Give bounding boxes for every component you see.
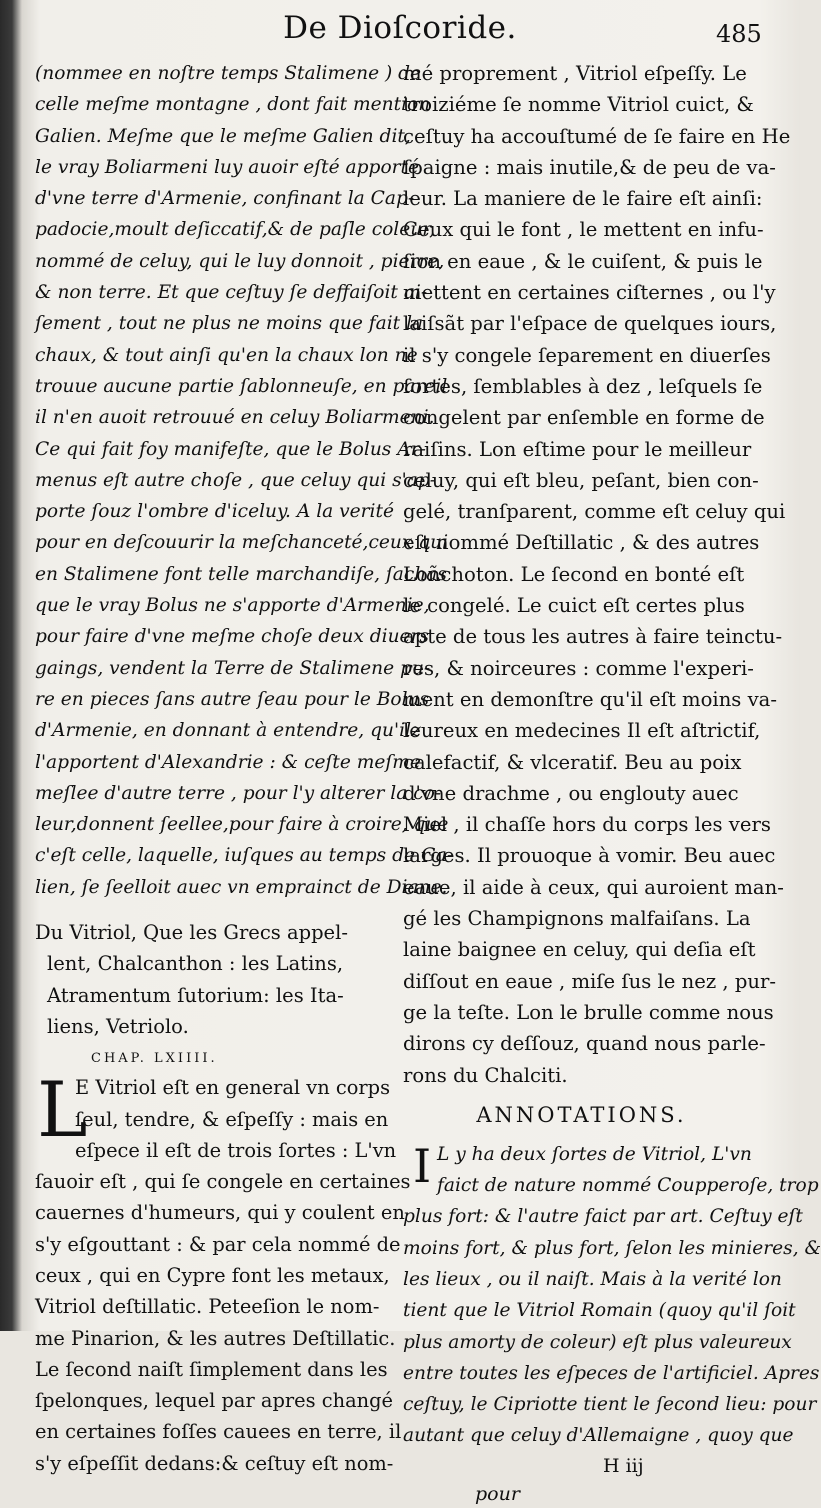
- text-line: troiziéme ſe nomme Vitriol cuict, &: [403, 93, 754, 117]
- page-number: 485: [716, 20, 762, 48]
- chapter-body: [35, 1065, 411, 1479]
- text-line: leureux en medecines Il eſt aſtrictif,: [403, 719, 761, 743]
- text-line: porte ſouz l'ombre d'iceluy. A la verité: [35, 501, 394, 523]
- text-line: pour en deſcouurir la meſchanceté,ceux qui: [35, 532, 449, 554]
- text-line: les lieux , ou il naiſt. Mais à la verité lon: [403, 1268, 782, 1290]
- text-line: Ce qui fait foy manifeſte, que le Bolus Ar-: [35, 438, 426, 460]
- text-line: ment en demonſtre qu'il eſt moins va-: [403, 687, 777, 711]
- annotations-body: [403, 1138, 821, 1452]
- text-line: meſlee d'autre terre , pour l'y alterer la co-: [35, 782, 442, 804]
- text-line: ceux , qui en Cypre font les metaux,: [35, 1263, 390, 1287]
- text-line: (nommee en noſtre temps Stalimene ) de: [35, 63, 422, 84]
- text-line: Miel , il chaſſe hors du corps les vers: [403, 813, 771, 837]
- text-line: ſement , tout ne plus ne moins que fait la: [35, 313, 424, 335]
- text-line: celuy, qui eſt bleu, peſant, bien con-: [403, 468, 759, 492]
- text-line: padocie,moult deſiccatif,& de paſle coleur,: [35, 219, 435, 241]
- signature-line: [403, 1452, 760, 1505]
- text-line: re en pieces ſans autre ſeau pour le Bolus: [35, 688, 430, 710]
- text-line: lien, ſe ſeelloit auec vn emprainct de Diane.: [35, 876, 448, 898]
- right-column: [403, 58, 821, 1505]
- text-line: ſion en eaue , & le cuiſent, & puis le: [403, 249, 763, 273]
- text-line: il s'y congele ſeparement en diuerſes: [403, 343, 771, 367]
- text-line: ſauoir eſt , qui ſe congele en certaines: [35, 1170, 411, 1194]
- chapter-heading: [35, 917, 380, 1042]
- text-line: ge la teſte. Lon le brulle comme nous: [403, 1000, 774, 1024]
- left-italic-continuation: [35, 58, 454, 903]
- text-line: d'vne drachme , ou englouty auec: [403, 781, 739, 805]
- text-line: gaings, vendent la Terre de Stalimene pu-: [35, 657, 431, 679]
- text-line: entre toutes les eſpeces de l'artificiel. Apres: [403, 1362, 820, 1384]
- catchword: pour: [475, 1482, 520, 1505]
- running-title: De Dioſcoride.: [283, 10, 517, 46]
- text-line: celle meſme montagne , dont fait mention: [35, 94, 431, 116]
- text-line: gé les Champignons malfaiſans. La: [403, 907, 751, 931]
- text-line: Lonchoton. Le ſecond en bonté eſt: [403, 562, 745, 586]
- right-body-continuation: [403, 58, 791, 1091]
- text-line: autant que celuy d'Allemaigne , quoy que: [403, 1425, 794, 1447]
- text-line: dirons cy deſſouz, quand nous parle-: [403, 1032, 766, 1056]
- signature-mark: H iij: [603, 1454, 644, 1477]
- text-line: ceſtuy, le Cipriotte tient le ſecond lieu: pour: [403, 1394, 817, 1416]
- heading-line: liens, Vetriolo.: [47, 1014, 189, 1038]
- text-line: pour faire d'vne meſme choſe deux diuers: [35, 626, 429, 648]
- text-line: apte de tous les autres à faire teinctu-: [403, 625, 783, 649]
- text-line: calefactif, & vlceratif. Beu au poix: [403, 750, 742, 774]
- text-line: raiſins. Lon eſtime pour le meilleur: [403, 437, 752, 461]
- text-line: congelent par enſemble en forme de: [403, 406, 765, 430]
- text-line: le vray Boliarmeni luy auoir eſté apporté: [35, 156, 420, 178]
- text-line: ſpelonques, lequel par apres changé: [35, 1389, 394, 1413]
- text-line: ſeul, tendre, & eſpeſſy : mais en: [75, 1107, 389, 1131]
- drop-cap-initial: I: [413, 1138, 432, 1193]
- text-line: le congelé. Le cuict eſt certes plus: [403, 594, 745, 618]
- text-line: leur. La maniere de le faire eſt ainſi:: [403, 187, 763, 211]
- text-line: ceſtuy ha accouſtumé de ſe faire en He: [403, 124, 791, 148]
- text-line: s'y eſgouttant : & par cela nommé de: [35, 1232, 401, 1256]
- text-line: Le ſecond naiſt ſimplement dans les: [35, 1357, 388, 1381]
- text-line: l'apportent d'Alexandrie : & ceſte meſme: [35, 751, 421, 773]
- text-line: Galien. Meſme que le meſme Galien dit,: [35, 125, 411, 147]
- text-line: faict de nature nommé Coupperoſe, trop: [437, 1175, 819, 1197]
- text-line: c'eſt celle, laquelle, iuſques au temps de Ga-: [35, 845, 454, 867]
- text-line: mettent en certaines ciſternes , ou l'y: [403, 281, 776, 305]
- text-line: rons du Chalciti.: [403, 1063, 568, 1087]
- text-line: chaux, & tout ainſi qu'en la chaux lon ne: [35, 344, 418, 366]
- text-line: moins fort, & plus fort, ſelon les minieres, &: [403, 1237, 821, 1259]
- text-line: tient que le Vitriol Romain (quoy qu'il ſoit: [403, 1300, 796, 1322]
- text-line: laine baignee en celuy, qui deſia eſt: [403, 938, 756, 962]
- text-line: cauernes d'humeurs, qui y coulent en: [35, 1201, 405, 1225]
- text-line: plus fort: & l'autre faict par art. Ceſtuy eſt: [403, 1206, 803, 1228]
- text-line: s'y eſpeſſit dedans:& ceſtuy eſt nom-: [35, 1451, 394, 1475]
- text-line: trouue aucune partie ſablonneuſe, en pareil: [35, 375, 448, 397]
- heading-line: Du Vitriol, Que les Grecs appel-: [35, 921, 348, 945]
- left-column: [35, 58, 454, 1479]
- text-line: nommé de celuy, qui le luy donnoit , pierre,: [35, 250, 445, 272]
- text-line: leur,donnent ſeellee,pour faire à croire, que: [35, 814, 449, 836]
- text-line: que le vray Bolus ne s'apporte d'Armenie,: [35, 595, 430, 617]
- chapter-number: CHAP. LXIIII.: [91, 1051, 218, 1067]
- text-line: laiſsãt par l'eſpace de quelques iours,: [403, 312, 777, 336]
- text-line: gelé, tranſparent, comme eſt celuy qui: [403, 500, 786, 524]
- text-line: me Pinarion, & les autres Deſtillatic.: [35, 1326, 396, 1350]
- text-line: larges. Il prouoque à vomir. Beu auec: [403, 844, 776, 868]
- text-line: ſpaigne : mais inutile,& de peu de va-: [403, 155, 776, 179]
- text-line: Vitriol deſtillatic. Peteeſion le nom-: [35, 1295, 380, 1319]
- drop-cap-initial: L: [37, 1065, 88, 1155]
- annotations-heading: ANNOTATIONS.: [476, 1102, 687, 1127]
- text-line: menus eſt autre choſe , que celuy qui s'ap-: [35, 469, 437, 491]
- text-line: diſſout en eaue , miſe ſus le nez , pur-: [403, 969, 776, 993]
- text-line: il n'en auoit retrouué en celuy Boliarmeni.: [35, 407, 435, 429]
- text-line: res, & noirceures : comme l'experi-: [403, 656, 754, 680]
- text-line: eſt nommé Deſtillatic , & des autres: [403, 531, 760, 555]
- text-line: en certaines foſſes cauees en terre, il: [35, 1420, 402, 1444]
- text-line: plus amorty de coleur) eſt plus valeureux: [403, 1331, 792, 1353]
- heading-line: lent, Chalcanthon : les Latins,: [47, 952, 344, 976]
- text-line: L y ha deux ſortes de Vitriol, L'vn: [437, 1143, 752, 1165]
- text-line: eſpece il eſt de trois ſortes : L'vn: [75, 1138, 397, 1162]
- text-line: ſortes, ſemblables à dez , leſquels ſe: [403, 374, 763, 398]
- text-line: Ceux qui le font , le mettent en infu-: [403, 218, 764, 242]
- text-line: eaue, il aide à ceux, qui auroient man-: [403, 875, 784, 899]
- text-line: E Vitriol eſt en general vn corps: [75, 1076, 391, 1100]
- text-line: & non terre. Et que ceſtuy ſe deffaiſoit ai-: [35, 282, 428, 304]
- text-line: mé proprement , Vitriol eſpeſſy. Le: [403, 62, 747, 85]
- text-line: en Stalimene font telle marchandiſe, ſachãs: [35, 563, 447, 585]
- heading-line: Atramentum ſutorium: les Ita-: [47, 983, 344, 1007]
- text-line: d'Armenie, en donnant à entendre, qu'ilz: [35, 720, 421, 742]
- text-line: d'vne terre d'Armenie, confinant la Cap-: [35, 188, 415, 210]
